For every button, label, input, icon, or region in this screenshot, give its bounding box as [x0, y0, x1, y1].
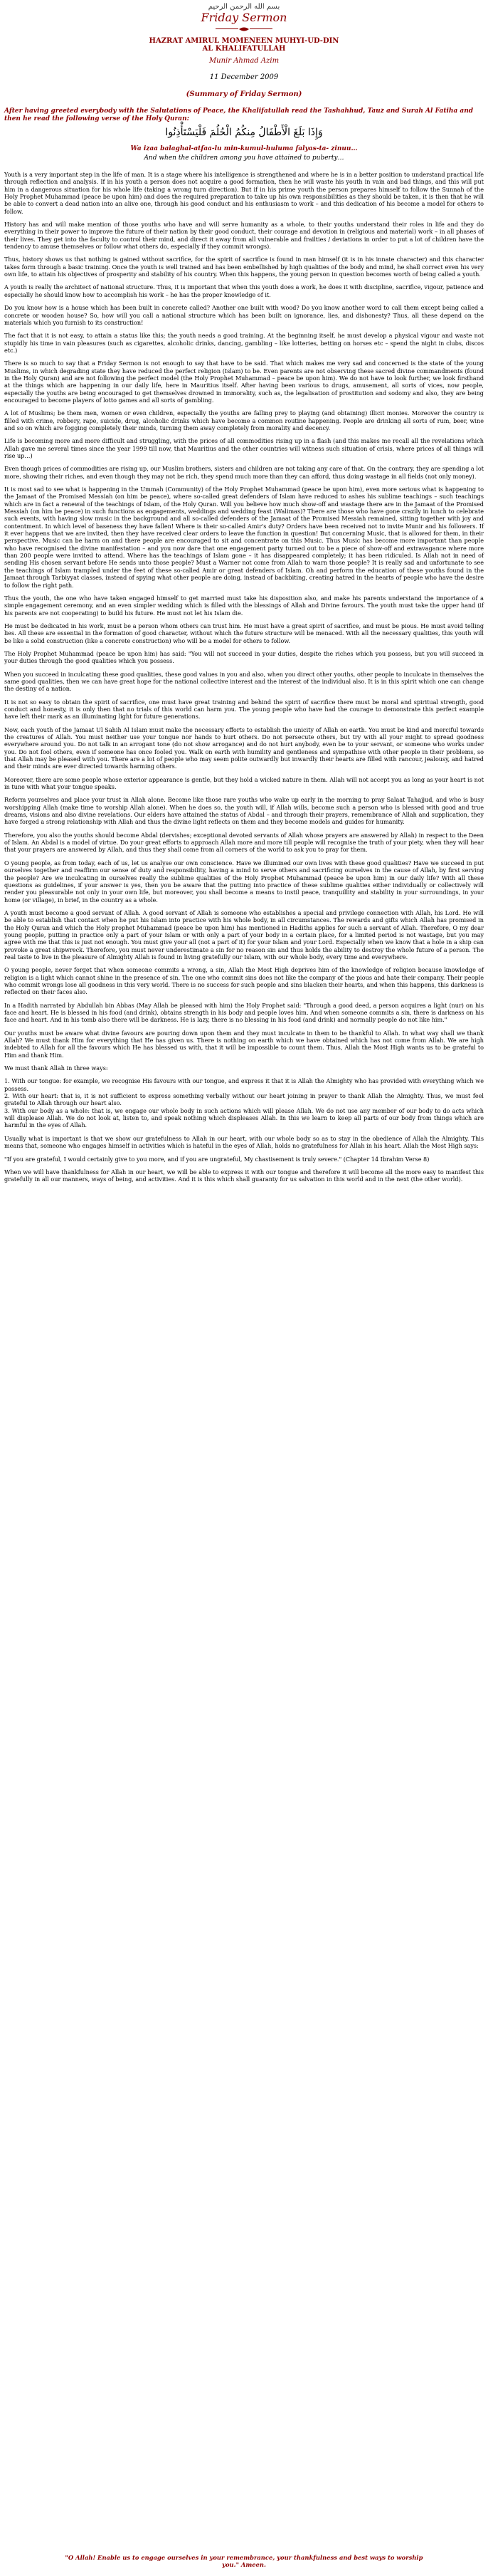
paragraph: Our youths must be aware what divine favours are pouring down upon them and they must inculcate in them to be thankful to Allah. In what way shall we thank Allah? We must thank Him for everything that He has given us. There is nothing on earth which we have obtained which has not come from Allah. We are high indebted to Allah for all the favours which He has blessed us with, that it will be impossible to count them. Thus, Allah the Most High wants us to be grateful to Him and thank Him.: [4, 1029, 484, 1059]
paragraph: Reform yourselves and place your trust in Allah alone. Become like those rare youths who wake up early in the morning to pray Salaat Tahajjud, and who is busy worshipping Allah (make time to worship Allah alone). When he does so, the youth will, if Allah wills, become such a person who is blessed with good and true dreams, visions and also divine revelations. Our elders have attained the status of Abdal – and through their prayers, remembrance of Allah and supplication, they have forged a strong relationship with Allah and thus the divine light reflects on them and they become models and guides for humanity.: [4, 796, 484, 826]
sermon-date: 11 December 2009: [209, 73, 279, 81]
paragraph: History has and will make mention of those youths who have and will serve humanity as a whole, to their youths understand their roles in life and they do everything in their power to improve the future of their nation by their good conduct, their courage and devotion in (religious and material) work – in all phases of their lives. They get into the faculty to control their mind, and direct it away from all vulnerable and frailties / deviations in order to put a lot of children have the tendency to amuse themselves or follow what others do, especially if they commit wrongs).: [4, 221, 484, 251]
bismillah: بسم الله الرحمن الرحيم: [208, 3, 280, 11]
paragraph: When you succeed in inculcating these good qualities, these good values in you and also, when you direct other youths, other people to inculcate in themselves the same good qualities, then we can have great hope for the national collective interest and the interest of the individual also. It is in this spirit which one can change the destiny of a nation.: [4, 670, 484, 693]
verse-meaning: And when the children among you have attained to puberty…: [144, 155, 344, 162]
paragraph: A youth is really the architect of national structure. Thus, it is important that when this youth does a work, he does it with discipline, sacrifice, vigour, patience and especially he should know how to accomplish his work – he has the proper knowledge of it.: [4, 283, 484, 298]
page-title: Friday Sermon: [201, 11, 287, 24]
paragraph: Moreover, there are some people whose exterior appearance is gentle, but they hold a wicked nature in them. Allah will not accept you as long as your heart is not in tune with what your tongue speaks.: [4, 775, 484, 791]
paragraph: Therefore, you also the youths should become Abdal (dervishes; exceptional devoted servants of Allah whose prayers are answered by Allah) in respect to the Deen of Islam. An Abdal is a model of virtue. Do your great efforts to approach Allah more and more till people will recognise the truth of your piety, when they will hear that your prayers are answered by Allah, and thus they shall come from all corners of the world to ask you to pray for them.: [4, 831, 484, 854]
paragraph: We must thank Allah in three ways:: [4, 1064, 108, 1072]
paragraph: Do you know how is a house which has been built in concrete called? Another one built with wood? Do you know another word to call them except being called a concrete or wooden house? So, how will you call a national structure which has been built on ignorance, lies, and dishonesty? Thus, all these depend on the materials which you furnish to its construction!: [4, 304, 484, 326]
paragraph: A youth must become a good servant of Allah. A good servant of Allah is someone who establishes a special and privilege connection with Allah, his Lord. He will be able to establish that contact when he put his Islam into practice with his whole body, in all circumstances. The rewards and gifts which Allah has promised in the Holy Quran and which the Holy prophet Muhammad (peace be upon him) has mentioned in Hadiths applies for such a servant of Allah. Therefore, O my dear young people, putting in practice only a part of your Islam or with only a part of your body in a certain place, for a limited period is not wastage, but you may agree with me that this is just not enough. You must give your all (not a part of it) for your Islam and your Lord. Especially when we know that a hole in a ship can provoke a great shipwreck. Therefore, you must never underestimate a sin for no reason sin and thus holds the ability to destroy the whole future of a person. The real taste to live in the pleasure of Almighty Allah is found in living gratefully our Islam, with our whole body, every time and everywhere.: [4, 909, 484, 960]
list-item: 2. With our heart: that is, it is not sufficient to express something verbally without our heart joining in prayer to thank Allah the Almighty. Thus, we must feel grateful to Allah through our heart also.: [4, 1092, 484, 1107]
thanks-list: [4, 1077, 484, 1129]
paragraph: Youth is a very important step in the life of man. It is a stage where his intelligence is strengthened and where he is in a better position to understand practical life through reflection and analysis. If in his youth a person does not acquire a good formation, then he will waste his youth in vain and bad things, and this will put him in a dangerous situation for his whole life (taking a wrong turn direction). But if in his prime youth the person prepares himself to follow the Sunnah of the Holy Prophet Muhammad (peace be upon him) and does the required preparation to take up his own responsibilities as they should be taken, it is then that he will be able to convert a dead nation into an alive one, through his good conduct and his enthusiasm to work – and this dedication of his become a model for others to follow.: [4, 171, 484, 215]
closing-line-2: you." Ameen.: [222, 2561, 266, 2568]
paragraph: It is most sad to see what is happening in the Ummah (Community) of the Holy Prophet Muhammad (peace be upon him), even more serious what is happening to the Jamaat of the Promised Messiah (on him be peace), where so-called great defenders of Islam have reduced to ashes his sublime teachings – such teachings which are in fact a renewal of the teachings of Islam, of the Holy Quran. Will you believe how much show-off and wastage there are in the Jamaat of the Promised Messiah (on him be peace) in such functions as engagements, weddings and wedding feast (Walimas)? There are those who have gone crazily in lunch to celebrate such events, with having slow music in the background and all so-called defenders of the Jamaat of the Promised Messiah remained, sitting together with joy and contentment. In which level of baseness they have fallen! Where is their so-called Amir's duty? Orders have been received not to invite Munir and his followers. If it ever happens that we are invited, then they have received clear orders to leave the function in question! But concerning Music, that is allowed for them, in their perspective. Music can be harm on and there people are encouraged to sit and concentrate on this Music. Thus Music has become more important than people who have recognised the divine manifestation – and you now dare that one engagement party turned out to be a piece of show-off and extravagance where more than 200 people were invited to attend. Where has the teachings of Islam gone – it has disappeared completely; it has been ridiculed. Is Allah not in need of sending His chosen servant before He sends unto those people? Must a Warner not come from Allah to warn those people? It is really sad and unfortunate to see the teachings of Islam trampled under the feet of these so-called Amir or great defenders of Islam. Oh and perform the education of these youths found in the Jamaat through Tarbiyyat classes, instead of spying what other people are doing, instead of backbiting, creating hatred in the hearts of people who have the desire to follow the right path.: [4, 486, 484, 589]
heading-line-2: AL KHALIFATULLAH: [202, 45, 286, 53]
paragraph: O young people, never forget that when someone commits a wrong, a sin, Allah the Most High deprives him of the knowledge of religion because knowledge of religion is a light which cannot shine in the presence of sin. The one who commit sins does not like the company of the pious and hate their company. Their people who commit wrongs lose all goodness in this very world. There is no success for such people and sins blacken their hearts, and when this happens, this darkness is reflected on their faces also.: [4, 966, 484, 996]
heading-line-1: HAZRAT AMIRUL MOMENEEN MUHYI-UD-DIN: [149, 37, 339, 45]
paragraph: The Holy Prophet Muhammad (peace be upon him) has said: "You will not succeed in your duties, despite the riches which you possess, but you will succeed in your duties through the good qualities which you possess.: [4, 649, 484, 665]
summary-label: (Summary of Friday Sermon): [186, 90, 302, 98]
paragraph: Usually what is important is that we show our gratefulness to Allah in our heart, with our whole body so as to stay in the obedience of Allah the Almighty. This means that, someone who engages himself in activities which is hateful in the eyes of Allah, holds no gratefulness for Allah in his heart. Allah the Most High says:: [4, 1134, 484, 1150]
paragraph: Thus, history shows us that nothing is gained without sacrifice, for the spirit of sacrifice is found in man himself (it is in his innate character) and this character takes form through a basic training. Once the youth is well trained and has been embellished by high qualities of the body and mind, he shall correct even his very own life, to attain his objectives of prosperity and stability of his country. When this happens, the young person in question becomes worth of being called a youth.: [4, 256, 484, 278]
paragraph: The fact that it is not easy, to attain a status like this; the youth needs a good training. At the beginning itself, he must develop a physical vigour and waste not stupidly his time in vain pleasures (such as cigarettes, alcoholic drinks, dancing, gambling – like lotteries, betting on horses etc – spend the night in clubs, discos etc.): [4, 332, 484, 354]
paragraph: He must be dedicated in his work, must be a person whom others can trust him. He must have a great spirit of sacrifice, and must be pious. He must avoid telling lies. All these are essential in the formation of good character, without which the future structure will be menaced. With all the necessary qualities, this youth will be like a solid construction (like a concrete construction) who will be a model for others to follow.: [4, 622, 484, 644]
paragraph: Even though prices of commodities are rising up, our Muslim brothers, sisters and children are not taking any care of that. On the contrary, they are spending a lot more, showing their riches, and even though they may not be rich, they spend much more than they can afford, thus doing wastage in all fields (not only money).: [4, 465, 484, 480]
closing-prayer: [0, 2554, 488, 2568]
paragraph: A lot of Muslims; be them men, women or even children, especially the youths are falling prey to playing (and obtaining) illicit monies. Moreover the country is filled with crime, robbery, rape, suicide, drug, alcoholic drinks which have become a common routine happening. People are drinking all sorts of rum, beer, wine and so on which are fogging completely their minds, turning them away completely from morality and decency.: [4, 409, 484, 431]
paragraph: Now, each youth of the Jamaat Ul Sahih Al Islam must make the necessary efforts to establish the unicity of Allah on earth. You must be kind and merciful towards the creatures of Allah. You must neither use your tongue nor hands to hurt others. Do not persecute others, but try with all your might to spread goodness everywhere around you. Do not talk in an arrogant tone (do not show arrogance) and do not hurt anybody, even be to your servant, or someone who works under you. Do not fool others, even if someone has once fooled you. Walk on earth with humility and gentleness and sympathise with other people in their problems, so that Allah may be pleased with you. There are a lot of people who may seem polite outwardly but inwardly their hearts are filled with rancour, jealousy, and hatred and their minds are ever directed towards harming others.: [4, 726, 484, 770]
ornament-divider: [216, 27, 272, 31]
paragraph: Life is becoming more and more difficult and struggling, with the prices of all commodities rising up in a flash (and this makes me recall all the revelations which Allah gave me several times since the year 1999 till now, that Mauritius and the other countries will witness such situation of crisis, where prices of all things will rise up…): [4, 437, 484, 459]
paragraph: In a Hadith narrated by Abdullah bin Abbas (May Allah be pleased with him) the Holy Prophet said: "Through a good deed, a person acquires a light (nur) on his face and heart. He is blessed in his food (and drink), obtains strength in his body and people loves him. And when someone commits a sin, there is darkness on his face and heart. And in his tomb also there will be darkness. He is lazy, there is no blessing in his food (and drink) and normally people do not like him.": [4, 1001, 484, 1024]
list-item: 3. With our body as a whole: that is, we engage our whole body in such actions which will please Allah. We do not use any member of our body to do acts which will displease Allah. We do not look at, listen to, and speak nothing which displeases Allah. In this we learn to keep all parts of our body from things which are harmful in the eyes of Allah.: [4, 1106, 484, 1129]
intro-text: After having greeted everybody with the Salutations of Peace, the Khalifatullah read the Tashahhud, Tauz and Surah Al Fatiha and then he read the following verse of the Holy Quran:: [4, 108, 474, 122]
paragraph: O young people, as from today, each of us, let us analyse our own conscience. Have we illumined our own lives with these good qualities? Have we succeed in put ourselves together and reaffirm our sense of duty and responsibility, having a mind to serve others and sacrificing ourselves in the cause of Allah, by first serving the people? Are we inculcating in ourselves really the sublime qualities of the Holy Prophet Muhammad (peace be upon him) in our daily life? With all these questions as guidelines, if your answer is yes, then you be aware that the putting into practice of these sublime qualities either individually or collectively will render you pleasurable not only in your own life, but moreover, you shall become a means to instil peace, tranquillity and stability in your surroundings, in your home (or village), in brief, in the country as a whole.: [4, 859, 484, 904]
author: Munir Ahmad Azim: [208, 57, 280, 65]
closing-line-1: "O Allah! Enable us to engage ourselves in your remembrance, your thankfulness and best ways to worship: [65, 2554, 423, 2561]
list-item: 1. With our tongue: for example, we recognise His favours with our tongue, and express it that it is Allah the Almighty who has provided with everything which we possess.: [4, 1077, 484, 1092]
paragraph: Thus the youth, the one who have taken engaged himself to get married must take his disposition also, and make his parents understand the importance of a simple engagement ceremony, and an even simpler wedding which is filled with the blessings of Allah and Divine favours. The youth must take the upper hand (if his parents are not cooperating) to build his future. He must not let his Islam die.: [4, 594, 484, 617]
verse-transliteration: Wa izaa balaghal-atfaa-lu min-kumul-huluma falyas-ta- zinuu…: [130, 145, 358, 152]
arabic-verse: وَإِذَا بَلَغَ الْأَطْفَالُ مِنكُمُ الْحُلُمَ فَلْيَسْتَأْذِنُوا: [165, 127, 323, 138]
sermon-body: [4, 171, 484, 1189]
paragraph: It is not so easy to obtain the spirit of sacrifice, one must have great training and behind the spirit of sacrifice there must be moral and spiritual strength, good conduct and honesty, it is only then that no trials of this world can harm you. The young people who have had the courage to demonstrate this perfect example have left their mark as an illuminating light for future generations.: [4, 698, 484, 721]
paragraph: There is so much to say that a Friday Sermon is not enough to say that have to be said. That which makes me very sad and concerned is the state of the young Muslims, in which degrading state they have reduced the perfect religion (Islam) to be. Even parents are not observing these sacred divine commandments (found in the Holy Quran) and are not following the perfect model (the Holy Prophet Muhammad – peace be upon him). We do not have to look further, we look firsthand at the things which are happening in our daily life, here in Mauritius itself. After having been various to drugs, amusement, all sorts of vices, now people, especially the youths are being encouraged to get themselves drowned in immorality, such as, the legalisation of prostitution and sodomy and also, they are being encouraged to become players of lotto games and all sorts of gambling.: [4, 360, 484, 404]
paragraph: When we will have thankfulness for Allah in our heart, we will be able to express it with our tongue and therefore it will become all the more easy to manifest this gratefully in all our manners, ways of being, and activities. And it is this which shall guaranty for us salvation in this world and in the next (the other world).: [4, 1168, 484, 1183]
quote-paragraph: "If you are grateful, I would certainly give to you more, and if you are ungrateful, My chastisement is truly severe." (Chapter 14 Ibrahim Verse 8): [4, 1155, 430, 1163]
